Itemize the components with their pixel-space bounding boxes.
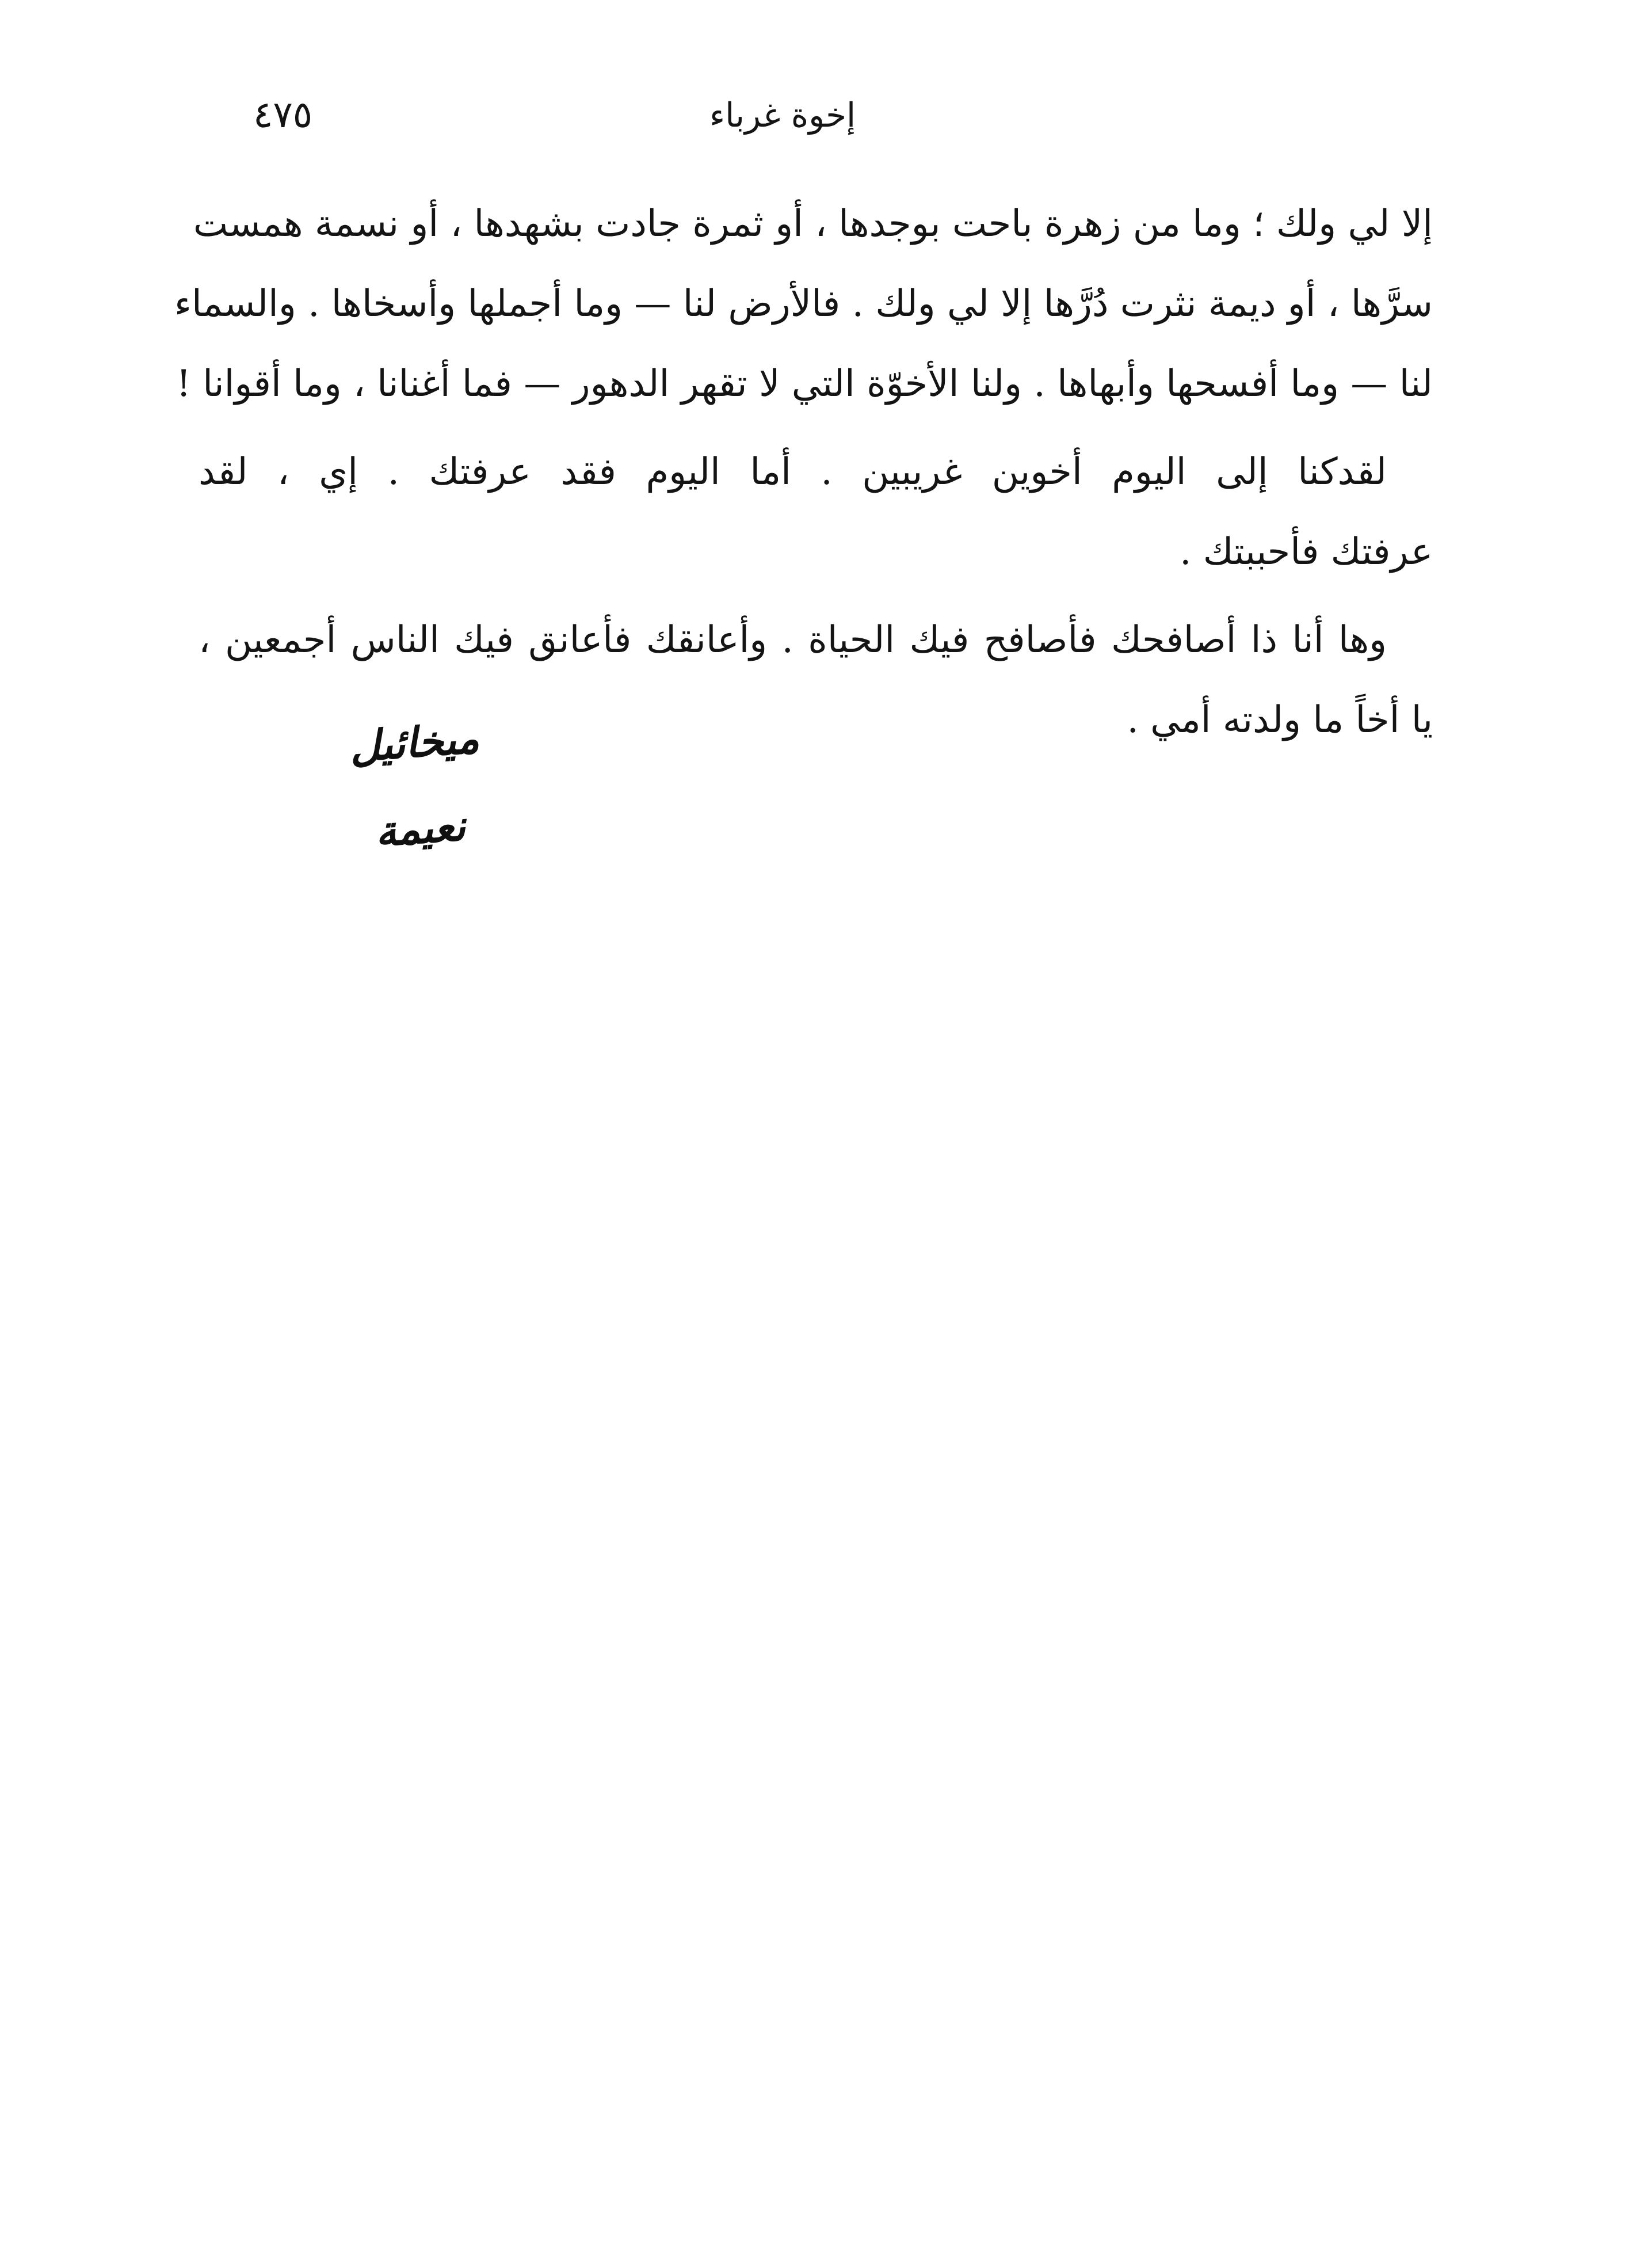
text-line: سرَّها ، أو ديمة نثرت دُرَّها إلا لي ولك . فالأرض لنا — وما أجملها وأسخاها . والسماء [174, 283, 1433, 325]
text-line: إلا لي ولك ؛ وما من زهرة باحت بوجدها ، أو ثمرة جادت بشهدها ، أو نسمة همست [193, 203, 1433, 245]
running-title: إخوة غرباء [709, 96, 856, 135]
text-line: يا أخاً ما ولدته أمي . [1127, 699, 1433, 741]
text-line: عرفتك فأحببتك . [1180, 531, 1433, 573]
paragraph-gap [199, 424, 1433, 432]
text-line: لقدكنا إلى اليوم أخوين غريبين . أما اليوم فقد عرفتك . إي ، لقد [199, 451, 1387, 493]
paragraph-gap [199, 592, 1433, 600]
author-signature: ميخائيل نعيمة [348, 714, 481, 856]
body-text [174, 184, 1433, 760]
running-header [253, 86, 1312, 155]
page-number: ٤٧٥ [253, 94, 313, 136]
text-line: لنا — وما أفسحها وأبهاها . ولنا الأخوّة التي لا تقهر الدهور — فما أغنانا ، وما أقوانا ! [176, 363, 1433, 405]
text-line: وها أنا ذا أصافحك فأصافح فيك الحياة . وأعانقك فأعانق فيك الناس أجمعين ، [199, 619, 1387, 661]
